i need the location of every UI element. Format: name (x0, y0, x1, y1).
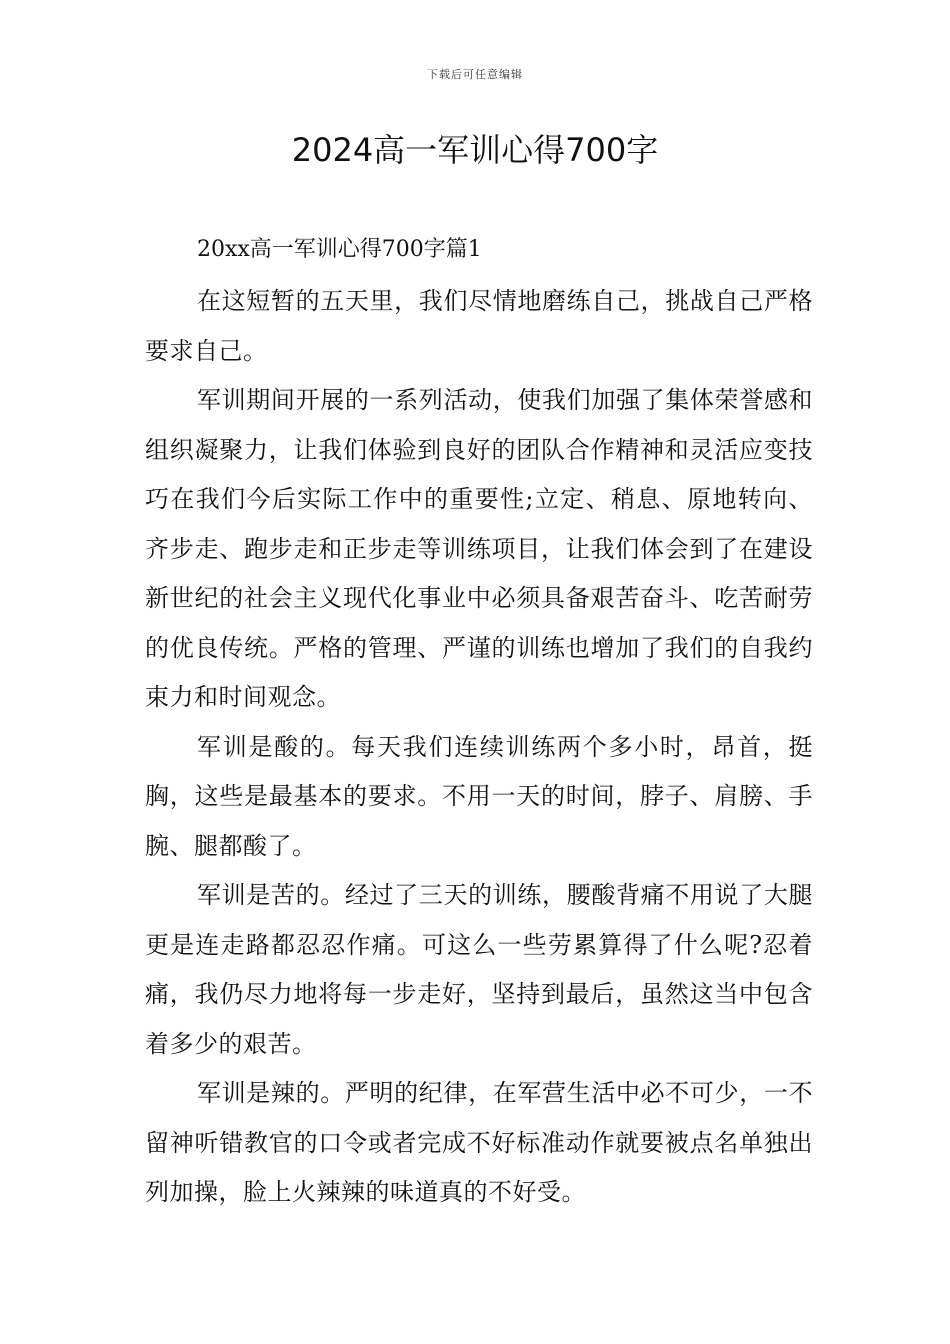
paragraph-2: 军训期间开展的一系列活动，使我们加强了集体荣誉感和组织凝聚力，让我们体验到良好的团队合作精神和灵活应变技巧在我们今后实际工作中的重要性;立定、稍息、原地转向、齐步走、跑步走和正步走等训练项目，让我们体会到了在建设新世纪的社会主义现代化事业中必须具备艰苦奋斗、吃苦耐劳的优良传统。严格的管理、严谨的训练也增加了我们的自我约束力和时间观念。 (145, 386, 813, 711)
paragraph-5: 军训是辣的。严明的纪律，在军营生活中必不可少，一不留神听错教官的口令或者完成不好标准动作就要被点名单独出列加操，脸上火辣辣的味道真的不好受。 (145, 1079, 813, 1206)
section-subtitle: 20xx高一军训心得700字篇1 (197, 237, 482, 262)
paragraph-3: 军训是酸的。每天我们连续训练两个多小时，昂首，挺胸，这些是最基本的要求。不用一天的时间，脖子、肩膀、手腕、腿都酸了。 (145, 732, 813, 860)
document-title: 2024高一军训心得700字 (291, 131, 659, 169)
paragraph-4: 军训是苦的。经过了三天的训练，腰酸背痛不用说了大腿更是连走路都忍忍作痛。可这么一些劳累算得了什么呢?忍着痛，我仍尽力地将每一步走好，坚持到最后，虽然这当中包含着多少的艰苦。 (145, 881, 813, 1058)
header-note: 下载后可任意编辑 (427, 68, 523, 81)
paragraph-1: 在这短暂的五天里，我们尽情地磨练自己，挑战自己严格要求自己。 (145, 287, 813, 365)
document-body (145, 226, 813, 1218)
